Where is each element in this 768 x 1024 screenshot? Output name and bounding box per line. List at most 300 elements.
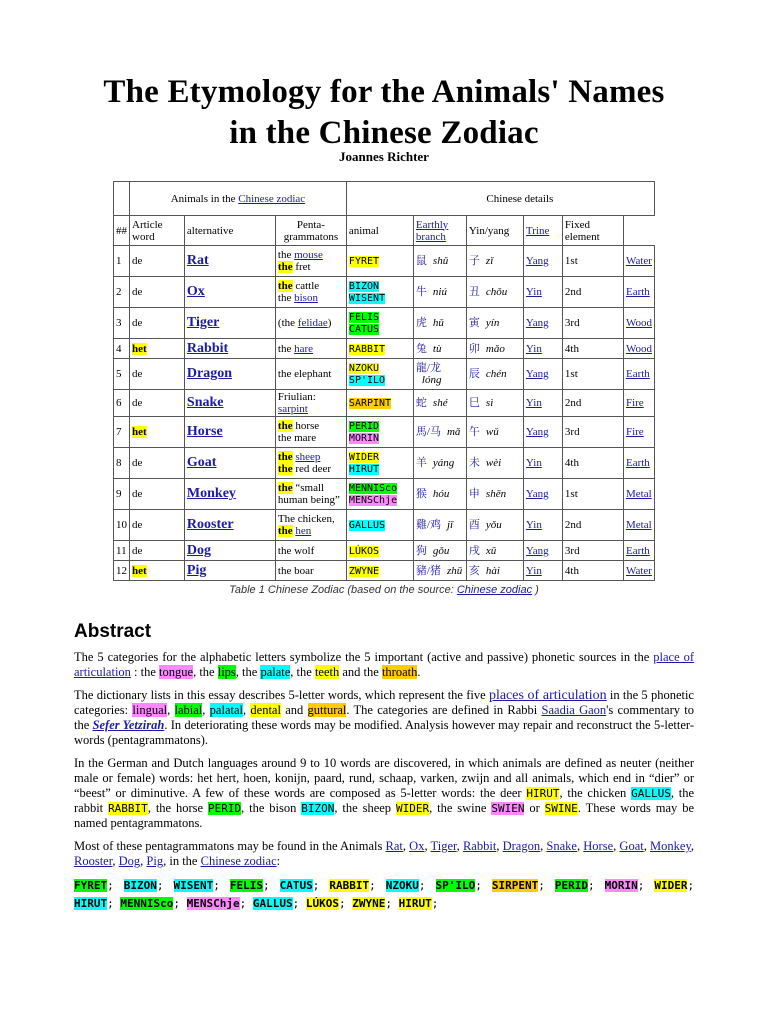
element-link[interactable]: Earth <box>625 286 650 298</box>
separator: , <box>424 839 431 853</box>
yinyang-link[interactable]: Yin <box>525 457 542 469</box>
separator: , <box>540 839 547 853</box>
element-cell <box>623 359 654 390</box>
pentagrammaton-word: SIRPENT <box>491 879 539 892</box>
paragraph-3: In the German and Dutch languages around 9 to 10 words are discovered, in which animals are defined as neuter (neither male or female) words: het hert, hoen, konijn, paard, rund, schaap, varken, zwijn and all animals, which end in “dier” or “beest” or diminutive. A few of these words are composed as 5-letter words: the deer HIRUT, the chicken GALLUS, the rabbit RABBIT, the horse PERID, the bison BIZON, the sheep WIDER, the swine SWIEN or SWINE. These words may be named pentagrammatons. <box>74 756 694 830</box>
animal-name-link[interactable]: Dragon <box>186 366 233 381</box>
separator: ; <box>173 897 187 910</box>
article-cell: de <box>130 448 185 479</box>
element-cell <box>623 448 654 479</box>
branch-character-link[interactable]: 亥 <box>468 564 480 577</box>
pentagrammaton-word: MENNISco <box>120 897 174 910</box>
branch-character-link[interactable]: 申 <box>468 488 480 500</box>
p4-text: Most of these pentagrammatons may be found in the Animals <box>74 839 386 853</box>
row-number: 3 <box>114 308 130 339</box>
animal-name-link[interactable]: Monkey <box>186 486 236 501</box>
paragraph-1: The 5 categories for the alphabetic letters symbolize the 5 important (active and passive) phonetic sources in the place of articulation : the tongue, the lips, the palate, the teeth and the throath. <box>74 650 694 679</box>
places-of-articulation-link[interactable]: places of articulation <box>488 688 607 703</box>
animal-link[interactable]: Monkey <box>650 839 691 853</box>
pentagrammaton: MORIN <box>348 433 380 444</box>
animal-pinyin: tù <box>432 342 442 355</box>
earthly-branch <box>466 541 523 561</box>
branch-pinyin: mǎo <box>485 342 505 355</box>
article-het: het <box>132 564 147 577</box>
earthly-branch <box>466 390 523 417</box>
alt-text: fret <box>292 261 311 273</box>
element-cell <box>623 417 654 448</box>
branch-character-link[interactable]: 子 <box>468 255 480 267</box>
separator: ; <box>385 897 399 910</box>
earthly-branch <box>466 561 523 581</box>
alt-link[interactable]: sheep <box>295 451 321 463</box>
yinyang-link[interactable]: Yang <box>525 488 549 500</box>
animal-link[interactable]: Pig <box>146 854 164 868</box>
row-number: 11 <box>114 541 130 561</box>
separator: ; <box>418 879 436 892</box>
row-number: 1 <box>114 246 130 277</box>
alt-text: the <box>277 292 295 304</box>
animal-character-link[interactable]: 雞/鸡 <box>415 519 441 531</box>
pentagrammaton-word: HIRUT <box>74 897 108 910</box>
branch-character-link[interactable]: 戌 <box>468 544 480 557</box>
yinyang-link[interactable]: Yin <box>525 519 542 531</box>
article-highlight: the <box>277 420 293 432</box>
animal-character-link[interactable]: 虎 <box>415 317 427 329</box>
animal-name <box>184 417 275 448</box>
animal-character-link[interactable]: 鼠 <box>415 255 427 267</box>
chinese-animal <box>413 339 466 359</box>
separator: , <box>402 839 410 853</box>
p4-text: , in the <box>163 854 201 868</box>
element-link[interactable]: Earth <box>625 544 650 557</box>
alternative-cell <box>275 359 346 390</box>
col-alternative: alternative <box>184 216 275 246</box>
pentagrammaton: BIZON <box>348 281 380 292</box>
chinese-animal <box>413 541 466 561</box>
separator: ; <box>637 879 655 892</box>
penta-cell <box>346 561 413 581</box>
element-link[interactable]: Earth <box>625 368 650 380</box>
pentagrammaton: MENNISco <box>348 483 398 494</box>
yinyang-link[interactable]: Yang <box>525 544 549 557</box>
article-het: het <box>132 426 147 438</box>
animal-pinyin: zhū <box>446 564 463 577</box>
table-row <box>114 246 655 277</box>
separator: ; <box>107 879 124 892</box>
animal-name-link[interactable]: Pig <box>186 562 207 578</box>
yinyang-link[interactable]: Yang <box>525 255 549 267</box>
pentagrammaton-word: GALLUS <box>252 897 293 910</box>
penta-cell <box>346 339 413 359</box>
separator: , <box>456 839 463 853</box>
animal-pinyin: mǎ <box>446 426 461 438</box>
alternative-cell <box>275 246 346 277</box>
branch-pinyin: chén <box>485 368 507 380</box>
element-link[interactable]: Wood <box>625 317 652 329</box>
animal-name-link[interactable]: Ox <box>186 284 205 299</box>
animal-link[interactable]: Tiger <box>430 839 457 853</box>
trine-cell: 4th <box>562 448 623 479</box>
yinyang-cell <box>523 359 562 390</box>
pentagrammaton: LÚKOS <box>348 545 380 557</box>
animal-pinyin: niú <box>432 286 447 298</box>
pentagrammaton-word: MORIN <box>604 879 638 892</box>
sefer-yetzirah-link[interactable]: Sefer Yetzirah <box>92 718 165 732</box>
article-highlight: the <box>277 525 293 537</box>
branch-character-link[interactable]: 未 <box>468 457 480 469</box>
penta-cell <box>346 448 413 479</box>
table-row <box>114 339 655 359</box>
branch-pinyin: chǒu <box>485 286 508 298</box>
separator: ; <box>213 879 230 892</box>
yinyang-cell <box>523 339 562 359</box>
alternative-cell <box>275 277 346 308</box>
separator: ; <box>292 897 306 910</box>
table-row <box>114 479 655 510</box>
animal-name-link[interactable]: Dog <box>186 542 212 558</box>
element-cell <box>623 561 654 581</box>
separator: ; <box>338 897 353 910</box>
animal-character-link[interactable]: 馬/马 <box>415 426 441 438</box>
separator: ; <box>312 879 330 892</box>
yinyang-cell <box>523 246 562 277</box>
animal-link[interactable]: Dog <box>118 854 141 868</box>
article-cell: de <box>130 541 185 561</box>
trine-cell: 2nd <box>562 510 623 541</box>
yinyang-link[interactable]: Yin <box>525 397 542 409</box>
row-number: 8 <box>114 448 130 479</box>
animal-name-link[interactable]: Rooster <box>186 517 234 532</box>
article-cell <box>130 339 185 359</box>
element-cell <box>623 339 654 359</box>
zodiac-table <box>113 181 655 581</box>
animal-pinyin: yáng <box>432 457 455 469</box>
alternative-cell <box>275 561 346 581</box>
chinese-animal <box>413 479 466 510</box>
col-article: Article word <box>130 216 185 246</box>
chinese-animal <box>413 390 466 417</box>
table-row <box>114 308 655 339</box>
earthly-branch <box>466 359 523 390</box>
alt-text: cattle <box>292 280 320 292</box>
col-animal: animal <box>346 216 413 246</box>
element-cell <box>623 541 654 561</box>
element-link[interactable]: Metal <box>625 488 652 500</box>
pentagrammaton-word: SP'ILO <box>435 879 476 892</box>
separator: , <box>112 854 119 868</box>
animal-pinyin: shé <box>432 397 448 409</box>
alt-link[interactable]: hen <box>295 525 312 537</box>
animal-character-link[interactable]: 豬/猪 <box>415 564 441 577</box>
group-header-chinese: Chinese details <box>466 182 654 216</box>
animal-character-link[interactable]: 狗 <box>415 544 427 557</box>
animal-character-link[interactable]: 牛 <box>415 286 427 298</box>
alternative-cell <box>275 308 346 339</box>
trine-cell: 4th <box>562 561 623 581</box>
pentagrammaton-list <box>74 877 694 913</box>
earthly-branch <box>466 479 523 510</box>
yinyang-link[interactable]: Yin <box>525 564 542 577</box>
row-number: 5 <box>114 359 130 390</box>
chinese-animal <box>413 308 466 339</box>
article-highlight: the <box>277 463 293 475</box>
animal-character-link[interactable]: 龍/龙 <box>415 362 441 374</box>
earthly-branch-link[interactable]: Earthly branch <box>415 218 449 243</box>
branch-character-link[interactable]: 酉 <box>468 519 480 531</box>
trine-cell: 1st <box>562 359 623 390</box>
alt-text: “small <box>292 482 325 494</box>
animal-name <box>184 561 275 581</box>
alternative-cell <box>275 541 346 561</box>
pentagrammaton: NZOKU <box>348 363 380 374</box>
separator: ; <box>475 879 492 892</box>
chinese-animal <box>413 417 466 448</box>
yinyang-cell <box>523 417 562 448</box>
alt-text: (the <box>277 317 298 329</box>
col-num: ## <box>114 216 130 246</box>
article-cell <box>130 561 185 581</box>
trine-link[interactable]: Trine <box>525 224 550 237</box>
pentagrammaton-word: CATUS <box>279 879 313 892</box>
penta-cell <box>346 246 413 277</box>
branch-pinyin: hài <box>485 564 500 577</box>
element-link[interactable]: Water <box>625 255 652 267</box>
animal-link[interactable]: Goat <box>619 839 644 853</box>
branch-pinyin: sì <box>485 397 494 409</box>
trine-cell: 2nd <box>562 390 623 417</box>
separator: ; <box>263 879 280 892</box>
branch-pinyin: wǔ <box>485 426 499 438</box>
alt-link[interactable]: sarpint <box>277 403 308 415</box>
separator: ; <box>107 897 121 910</box>
alt-link[interactable]: felidae <box>297 317 328 329</box>
separator: ; <box>687 879 695 892</box>
table-row <box>114 417 655 448</box>
p4-text: : <box>276 854 281 868</box>
caption-link[interactable]: Chinese zodiac <box>456 584 533 596</box>
article-cell: de <box>130 246 185 277</box>
branch-character-link[interactable]: 午 <box>468 426 480 438</box>
animal-name <box>184 479 275 510</box>
animal-pinyin: jī <box>446 519 454 531</box>
animal-pinyin: hóu <box>432 488 450 500</box>
chinese-animal <box>413 510 466 541</box>
animal-name-link[interactable]: Tiger <box>186 315 220 330</box>
row-number: 7 <box>114 417 130 448</box>
branch-character-link[interactable]: 丑 <box>468 286 480 298</box>
group-header-animals: Animals in the Chinese zodiac <box>130 182 347 216</box>
penta-cell <box>346 417 413 448</box>
element-cell <box>623 479 654 510</box>
animal-pinyin: shǔ <box>432 255 449 267</box>
alt-text: the <box>277 249 295 261</box>
article-highlight: the <box>277 261 293 273</box>
alt-text: The chicken, <box>277 513 335 525</box>
pentagrammaton-word: WISENT <box>173 879 214 892</box>
element-link[interactable]: Metal <box>625 519 652 531</box>
animal-link[interactable]: Snake <box>546 839 577 853</box>
earthly-branch <box>466 510 523 541</box>
branch-pinyin: shēn <box>485 488 507 500</box>
element-cell <box>623 390 654 417</box>
alt-text: Friulian: <box>277 391 316 403</box>
yinyang-link[interactable]: Yin <box>525 286 542 298</box>
animal-link[interactable]: Ox <box>409 839 425 853</box>
yinyang-cell <box>523 277 562 308</box>
table-caption: Table 1 Chinese Zodiac (based on the source: Chinese zodiac ) <box>229 584 539 596</box>
title-line-1: The Etymology for the Animals' Names <box>103 74 665 110</box>
animal-link[interactable]: Rat <box>385 839 403 853</box>
article-cell: de <box>130 308 185 339</box>
pentagrammaton-word: HIRUT <box>398 897 432 910</box>
author-name: Joannes Richter <box>339 149 429 164</box>
alt-text: the boar <box>277 564 314 577</box>
chinese-zodiac-link[interactable]: Chinese zodiac <box>238 192 306 205</box>
pentagrammaton-word: LÚKOS <box>305 897 339 910</box>
element-link[interactable]: Water <box>625 564 652 577</box>
trine-cell: 3rd <box>562 541 623 561</box>
pentagrammaton: CATUS <box>348 324 380 335</box>
pentagrammaton-word: ZWYNE <box>352 897 386 910</box>
separator: , <box>140 854 147 868</box>
element-link[interactable]: Fire <box>625 397 644 409</box>
animal-character-link[interactable]: 猴 <box>415 488 427 500</box>
col-trine <box>523 216 562 246</box>
earthly-branch <box>466 448 523 479</box>
abstract-heading: Abstract <box>74 621 152 642</box>
animal-name <box>184 339 275 359</box>
chinese-animal <box>413 561 466 581</box>
alt-link[interactable]: hare <box>294 342 314 355</box>
pentagrammaton-word: BIZON <box>123 879 157 892</box>
separator: ; <box>431 897 439 910</box>
table-row <box>114 390 655 417</box>
page-title <box>0 72 768 154</box>
pentagrammaton: RABBIT <box>348 343 386 355</box>
earthly-branch <box>466 339 523 359</box>
animal-link[interactable]: Rooster <box>74 854 113 868</box>
element-cell <box>623 308 654 339</box>
row-number: 4 <box>114 339 130 359</box>
alt-text: the wolf <box>277 544 315 557</box>
pentagrammaton: SARPINT <box>348 398 392 409</box>
chinese-animal <box>413 277 466 308</box>
animal-name-link[interactable]: Rabbit <box>186 340 229 356</box>
chinese-zodiac-link[interactable]: Chinese zodiac <box>200 854 277 868</box>
element-link[interactable]: Wood <box>625 342 652 355</box>
branch-character-link[interactable]: 寅 <box>468 317 480 329</box>
chinese-animal <box>413 246 466 277</box>
col-branch <box>413 216 466 246</box>
table-row <box>114 277 655 308</box>
row-number: 12 <box>114 561 130 581</box>
article-cell: de <box>130 277 185 308</box>
alt-link[interactable]: mouse <box>294 249 323 261</box>
element-cell <box>623 277 654 308</box>
table-row <box>114 561 655 581</box>
branch-character-link[interactable]: 卯 <box>468 342 480 355</box>
yinyang-cell <box>523 479 562 510</box>
alt-link[interactable]: bison <box>294 292 318 304</box>
article-cell: de <box>130 359 185 390</box>
row-number: 2 <box>114 277 130 308</box>
animal-name <box>184 541 275 561</box>
article-highlight: the <box>277 482 293 494</box>
yinyang-cell <box>523 448 562 479</box>
animal-character-link[interactable]: 兔 <box>415 342 427 355</box>
pentagrammaton: FYRET <box>348 256 380 267</box>
animal-pinyin: lóng <box>421 374 442 386</box>
table-row <box>114 448 655 479</box>
pentagrammaton-word: NZOKU <box>385 879 419 892</box>
alt-text: red deer <box>292 463 332 475</box>
penta-cell <box>346 541 413 561</box>
yinyang-link[interactable]: Yang <box>525 426 549 438</box>
pentagrammaton: GALLUS <box>348 520 386 531</box>
animal-character-link[interactable]: 蛇 <box>415 397 427 409</box>
animal-link[interactable]: Horse <box>583 839 614 853</box>
alternative-cell <box>275 390 346 417</box>
saadia-gaon-link[interactable]: Saadia Gaon <box>541 703 607 717</box>
penta-cell <box>346 359 413 390</box>
penta-cell <box>346 390 413 417</box>
trine-cell: 3rd <box>562 417 623 448</box>
chinese-animal <box>413 359 466 390</box>
animal-character-link[interactable]: 羊 <box>415 457 427 469</box>
element-link[interactable]: Earth <box>625 457 650 469</box>
yinyang-cell <box>523 561 562 581</box>
penta-cell <box>346 510 413 541</box>
place-of-articulation-link[interactable]: place of articulation <box>74 650 694 679</box>
article-cell: de <box>130 510 185 541</box>
penta-cell <box>346 277 413 308</box>
pentagrammaton-word: FELIS <box>229 879 263 892</box>
animal-name-link[interactable]: Snake <box>186 395 224 410</box>
yinyang-link[interactable]: Yin <box>525 342 542 355</box>
pentagrammaton: WIDER <box>348 452 380 463</box>
animal-name <box>184 510 275 541</box>
trine-cell: 1st <box>562 479 623 510</box>
separator: , <box>643 839 651 853</box>
animal-link[interactable]: Rabbit <box>462 839 497 853</box>
yinyang-link[interactable]: Yang <box>525 317 549 329</box>
pentagrammaton-word: MENSChje <box>186 897 240 910</box>
element-cell <box>623 510 654 541</box>
separator: ; <box>369 879 386 892</box>
chinese-animal <box>413 448 466 479</box>
animal-name-link[interactable]: Rat <box>186 253 209 268</box>
separator: ; <box>239 897 253 910</box>
earthly-branch <box>466 277 523 308</box>
animal-name-link[interactable]: Goat <box>186 455 217 470</box>
trine-cell: 4th <box>562 339 623 359</box>
alternative-cell <box>275 417 346 448</box>
animal-name-link[interactable]: Horse <box>186 424 223 439</box>
article-highlight: the <box>277 451 293 463</box>
branch-character-link[interactable]: 辰 <box>468 368 480 380</box>
element-link[interactable]: Fire <box>625 426 644 438</box>
article-highlight: the <box>277 280 293 292</box>
separator: , <box>690 839 695 853</box>
separator: , <box>613 839 620 853</box>
pentagrammaton: WISENT <box>348 293 386 304</box>
yinyang-link[interactable]: Yang <box>525 368 549 380</box>
pentagrammaton: MENSChje <box>348 495 398 506</box>
earthly-branch <box>466 417 523 448</box>
branch-character-link[interactable]: 巳 <box>468 397 480 409</box>
animal-link[interactable]: Dragon <box>502 839 541 853</box>
alt-text: human being” <box>277 494 340 506</box>
